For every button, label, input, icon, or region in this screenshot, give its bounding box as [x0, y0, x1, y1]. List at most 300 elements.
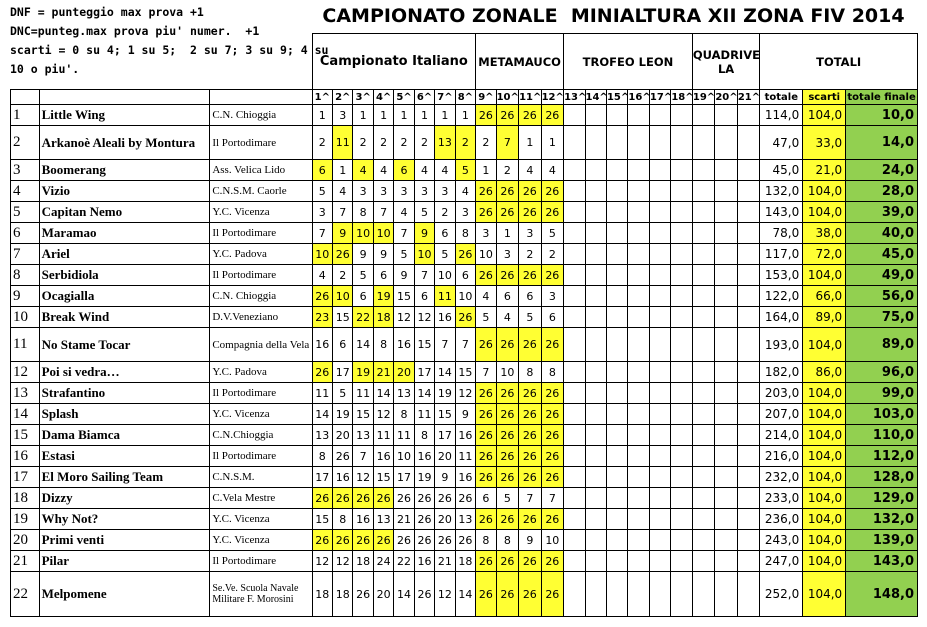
race-score: 7: [312, 223, 332, 244]
final-total-cell: 56,0: [846, 286, 918, 307]
table-row: [11, 265, 918, 286]
race-score-empty: [564, 223, 585, 244]
race-score-empty: [671, 551, 693, 572]
race-score: 8: [455, 223, 476, 244]
race-score: 4: [312, 265, 332, 286]
race-score: 5: [476, 307, 496, 328]
race-score: 21: [373, 362, 393, 383]
race-score-empty: [692, 265, 714, 286]
race-score: 26: [476, 467, 496, 488]
race-score-empty: [606, 328, 627, 362]
race-score: 26: [476, 446, 496, 467]
race-score-empty: [737, 425, 760, 446]
race-score: 6: [394, 160, 414, 181]
race-score: 3: [414, 181, 434, 202]
race-score: 7: [333, 202, 353, 223]
race-score-empty: [692, 425, 714, 446]
race-score: 26: [496, 105, 518, 126]
race-header: 16^: [628, 91, 651, 103]
race-score-empty: [564, 307, 585, 328]
race-score: 26: [541, 404, 564, 425]
race-score-empty: [628, 286, 649, 307]
race-score: 26: [541, 202, 564, 223]
race-score: 11: [455, 446, 476, 467]
race-header: 19^: [692, 91, 716, 103]
race-score: 26: [476, 383, 496, 404]
race-score: 8: [519, 362, 541, 383]
race-score: 17: [435, 425, 455, 446]
race-score: 14: [394, 572, 414, 617]
race-score: 2: [414, 126, 434, 160]
race-score: 8: [373, 328, 393, 362]
race-score: 4: [414, 160, 434, 181]
race-score: 26: [435, 530, 455, 551]
total-cell: 207,0: [760, 404, 803, 425]
race-score: 5: [353, 265, 373, 286]
race-score: 15: [414, 328, 434, 362]
race-score: 19: [333, 404, 353, 425]
race-score: 9: [353, 244, 373, 265]
race-score-empty: [628, 425, 649, 446]
race-score-empty: [692, 446, 714, 467]
group-campionato-italiano: Campionato Italiano: [312, 34, 476, 90]
race-score: 10: [435, 265, 455, 286]
race-score-empty: [671, 244, 693, 265]
race-score: 17: [333, 362, 353, 383]
race-score-empty: [692, 126, 714, 160]
race-score-empty: [715, 328, 737, 362]
total-cell: 243,0: [760, 530, 803, 551]
total-cell: 122,0: [760, 286, 803, 307]
race-score: 7: [519, 488, 541, 509]
boat-name: Estasi: [39, 446, 210, 467]
race-score-empty: [649, 223, 670, 244]
race-score-empty: [737, 446, 760, 467]
race-score: 10: [353, 223, 373, 244]
race-header: 4^: [373, 90, 393, 105]
total-cell: 114,0: [760, 105, 803, 126]
race-score: 26: [414, 509, 434, 530]
race-score-empty: [628, 126, 649, 160]
club-name: Y.C. Vicenza: [210, 530, 312, 551]
race-header: 1^: [312, 90, 332, 105]
table-row: [11, 202, 918, 223]
table-row: [11, 223, 918, 244]
race-score-empty: [585, 362, 606, 383]
group-trofeo-leon: TROFEO LEON: [564, 34, 693, 90]
race-score: 18: [333, 572, 353, 617]
race-score-empty: [649, 244, 670, 265]
race-header: 8^: [455, 90, 476, 105]
race-score-empty: [692, 383, 714, 404]
race-score-empty: [715, 488, 737, 509]
race-score: 13: [455, 509, 476, 530]
club-name: Il Portodimare: [210, 551, 312, 572]
total-cell: 214,0: [760, 425, 803, 446]
race-score: 11: [312, 383, 332, 404]
header-num: [11, 90, 40, 105]
race-score: 26: [496, 551, 518, 572]
race-score-empty: [692, 202, 714, 223]
race-score-empty: [715, 160, 737, 181]
rank-cell: 20: [11, 530, 40, 551]
boat-name: No Stame Tocar: [39, 328, 210, 362]
race-score-empty: [649, 509, 670, 530]
race-score-empty: [649, 286, 670, 307]
boat-name: Arkanoè Aleali by Montura: [39, 126, 210, 160]
race-score: 16: [373, 446, 393, 467]
race-score: 26: [541, 509, 564, 530]
total-cell: 247,0: [760, 551, 803, 572]
race-header: 3^: [353, 90, 373, 105]
club-name: Y.C. Padova: [210, 362, 312, 383]
race-score: 4: [394, 202, 414, 223]
race-score: 26: [353, 572, 373, 617]
race-score: 18: [373, 307, 393, 328]
final-total-cell: 24,0: [846, 160, 918, 181]
race-score-empty: [585, 244, 606, 265]
race-score: 12: [353, 467, 373, 488]
race-score: 6: [373, 265, 393, 286]
race-score: 7: [353, 446, 373, 467]
race-score-empty: [737, 160, 760, 181]
rank-cell: 9: [11, 286, 40, 307]
race-header: 6^: [414, 90, 434, 105]
final-total-cell: 99,0: [846, 383, 918, 404]
race-score: 24: [373, 551, 393, 572]
total-cell: 132,0: [760, 181, 803, 202]
race-score-empty: [692, 105, 714, 126]
race-score-empty: [606, 425, 627, 446]
race-score: 5: [541, 223, 564, 244]
rank-cell: 6: [11, 223, 40, 244]
club-name: Y.C. Vicenza: [210, 509, 312, 530]
race-score: 13: [353, 425, 373, 446]
race-score: 13: [394, 383, 414, 404]
race-score: 16: [394, 328, 414, 362]
rank-cell: 15: [11, 425, 40, 446]
race-score: 9: [519, 530, 541, 551]
race-score-empty: [564, 509, 585, 530]
race-score-empty: [585, 467, 606, 488]
race-score-empty: [737, 223, 760, 244]
discards-cell: 104,0: [803, 181, 846, 202]
race-score-empty: [671, 202, 693, 223]
race-score-empty: [564, 181, 585, 202]
boat-name: Capitan Nemo: [39, 202, 210, 223]
discards-cell: 38,0: [803, 223, 846, 244]
boat-name: Ariel: [39, 244, 210, 265]
final-total-cell: 10,0: [846, 105, 918, 126]
race-score: 26: [541, 425, 564, 446]
race-score-empty: [585, 126, 606, 160]
race-score: 7: [414, 265, 434, 286]
race-score-empty: [564, 244, 585, 265]
race-score-empty: [692, 181, 714, 202]
table-row: [11, 425, 918, 446]
race-score: 26: [476, 105, 496, 126]
club-name: Il Portodimare: [210, 265, 312, 286]
table-row: [11, 488, 918, 509]
discards-cell: 104,0: [803, 383, 846, 404]
race-score: 5: [519, 307, 541, 328]
race-score: 23: [312, 307, 332, 328]
race-score: 15: [333, 307, 353, 328]
race-score: 10: [312, 244, 332, 265]
race-score-empty: [692, 286, 714, 307]
race-score-empty: [628, 362, 649, 383]
race-score-empty: [692, 223, 714, 244]
race-score-empty: [692, 572, 714, 617]
discards-cell: 104,0: [803, 488, 846, 509]
race-score: 26: [519, 105, 541, 126]
total-cell: 203,0: [760, 383, 803, 404]
race-score: 7: [496, 126, 518, 160]
race-score: 16: [353, 509, 373, 530]
club-name: Il Portodimare: [210, 383, 312, 404]
boat-name: Pilar: [39, 551, 210, 572]
race-score: 8: [541, 362, 564, 383]
race-score-empty: [671, 362, 693, 383]
race-score-empty: [606, 244, 627, 265]
club-name: D.V.Veneziano: [210, 307, 312, 328]
race-score: 2: [476, 126, 496, 160]
race-score-empty: [606, 181, 627, 202]
race-score: 16: [455, 425, 476, 446]
race-score: 9: [333, 223, 353, 244]
race-score: 11: [414, 404, 434, 425]
race-score: 26: [496, 509, 518, 530]
race-score: 26: [519, 572, 541, 617]
table-row: [11, 362, 918, 383]
group-quadrivela: QUADRIVE LA: [692, 34, 759, 90]
table-row: [11, 181, 918, 202]
race-score-empty: [671, 404, 693, 425]
race-score: 18: [455, 551, 476, 572]
race-score-empty: [585, 404, 606, 425]
race-score-empty: [649, 265, 670, 286]
race-score: 10: [496, 362, 518, 383]
race-score: 12: [373, 404, 393, 425]
discards-cell: 89,0: [803, 307, 846, 328]
race-score: 7: [394, 223, 414, 244]
race-score-empty: [737, 307, 760, 328]
club-name: C.N. Chioggia: [210, 105, 312, 126]
total-cell: 252,0: [760, 572, 803, 617]
final-total-cell: 132,0: [846, 509, 918, 530]
race-score: 22: [394, 551, 414, 572]
race-score-empty: [606, 551, 627, 572]
race-score: 14: [414, 383, 434, 404]
race-score-empty: [671, 105, 693, 126]
boat-name: Ocagialla: [39, 286, 210, 307]
race-score: 13: [373, 509, 393, 530]
race-score-empty: [715, 362, 737, 383]
boat-name: Little Wing: [39, 105, 210, 126]
legend-line: DNC=punteg.max prova piu' numer. +1: [10, 24, 260, 38]
race-score: 26: [519, 446, 541, 467]
rank-cell: 5: [11, 202, 40, 223]
race-score: 3: [541, 286, 564, 307]
totals-header: totale: [760, 90, 803, 105]
table-row: [11, 286, 918, 307]
race-score-empty: [606, 404, 627, 425]
race-score: 6: [312, 160, 332, 181]
race-score: 26: [519, 404, 541, 425]
race-score: 9: [373, 244, 393, 265]
race-score-empty: [715, 307, 737, 328]
race-score-empty: [606, 202, 627, 223]
race-score: 26: [373, 488, 393, 509]
race-score-empty: [606, 446, 627, 467]
race-score-empty: [628, 265, 649, 286]
race-score-empty: [606, 530, 627, 551]
race-score: 26: [496, 202, 518, 223]
race-score: 4: [496, 307, 518, 328]
boat-name: Why Not?: [39, 509, 210, 530]
race-score-empty: [737, 509, 760, 530]
race-score-empty: [585, 551, 606, 572]
race-score: 11: [394, 425, 414, 446]
race-score: 11: [353, 383, 373, 404]
race-score: 4: [435, 160, 455, 181]
race-score-empty: [692, 362, 714, 383]
race-score: 26: [541, 446, 564, 467]
race-score: 19: [373, 286, 393, 307]
totals-header: totale finale: [847, 91, 916, 103]
race-score: 26: [353, 530, 373, 551]
race-header: 21^: [737, 91, 761, 103]
boat-name: El Moro Sailing Team: [39, 467, 210, 488]
race-score-empty: [628, 202, 649, 223]
race-score: 12: [435, 572, 455, 617]
table-row: [11, 404, 918, 425]
race-score: 17: [414, 362, 434, 383]
race-score: 14: [435, 362, 455, 383]
race-score-empty: [585, 105, 606, 126]
rank-cell: 3: [11, 160, 40, 181]
legend-line: scarti = 0 su 4; 1 su 5; 2 su 7; 3 su 9; 4 su: [10, 43, 329, 57]
race-score: 7: [435, 328, 455, 362]
race-score: 26: [496, 404, 518, 425]
race-score: 3: [353, 181, 373, 202]
race-score-empty: [585, 328, 606, 362]
race-score-empty: [585, 307, 606, 328]
race-score: 5: [455, 160, 476, 181]
race-score-empty: [671, 488, 693, 509]
race-score: 26: [455, 530, 476, 551]
race-score: 26: [541, 551, 564, 572]
club-name: Il Portodimare: [210, 223, 312, 244]
race-score-empty: [737, 181, 760, 202]
race-score: 4: [541, 160, 564, 181]
club-name: Se.Ve. Scuola Navale Militare F. Morosini: [210, 572, 312, 617]
race-score: 26: [519, 328, 541, 362]
race-score-empty: [715, 181, 737, 202]
race-score-empty: [715, 286, 737, 307]
race-score: 4: [519, 160, 541, 181]
club-name: Compagnia della Vela: [210, 328, 312, 362]
boat-name: Splash: [39, 404, 210, 425]
race-score: 8: [312, 446, 332, 467]
race-score: 6: [541, 307, 564, 328]
final-total-cell: 96,0: [846, 362, 918, 383]
race-score: 26: [541, 265, 564, 286]
race-score-empty: [628, 404, 649, 425]
race-header: 11^: [519, 91, 542, 103]
discards-cell: 104,0: [803, 328, 846, 362]
race-score: 26: [476, 509, 496, 530]
total-cell: 153,0: [760, 265, 803, 286]
total-cell: 78,0: [760, 223, 803, 244]
club-name: Ass. Velica Lido: [210, 160, 312, 181]
race-score: 26: [541, 467, 564, 488]
race-score-empty: [585, 160, 606, 181]
race-score: 8: [414, 425, 434, 446]
race-score-empty: [649, 160, 670, 181]
race-score: 20: [373, 572, 393, 617]
race-score: 26: [519, 425, 541, 446]
final-total-cell: 110,0: [846, 425, 918, 446]
discards-cell: 33,0: [803, 126, 846, 160]
race-score-empty: [606, 265, 627, 286]
race-score: 26: [333, 488, 353, 509]
race-score-empty: [628, 572, 649, 617]
rank-cell: 18: [11, 488, 40, 509]
race-score: 8: [353, 202, 373, 223]
final-total-cell: 128,0: [846, 467, 918, 488]
race-score: 1: [496, 223, 518, 244]
race-score: 26: [496, 467, 518, 488]
race-score-empty: [715, 265, 737, 286]
race-score: 1: [353, 105, 373, 126]
final-total-cell: 103,0: [846, 404, 918, 425]
race-score: 8: [496, 530, 518, 551]
race-score: 6: [435, 223, 455, 244]
race-score: 22: [353, 307, 373, 328]
race-score: 11: [373, 425, 393, 446]
race-score: 20: [394, 362, 414, 383]
race-score-empty: [737, 286, 760, 307]
club-name: Il Portodimare: [210, 126, 312, 160]
race-score-empty: [737, 488, 760, 509]
race-score: 17: [394, 467, 414, 488]
final-total-cell: 89,0: [846, 328, 918, 362]
race-score: 2: [519, 244, 541, 265]
race-header: 10^: [496, 91, 519, 103]
race-header: 9^: [476, 90, 496, 105]
rank-cell: 12: [11, 362, 40, 383]
race-score: 3: [476, 223, 496, 244]
race-score: 26: [496, 181, 518, 202]
race-score-empty: [715, 572, 737, 617]
header-club: [210, 90, 312, 105]
rank-cell: 21: [11, 551, 40, 572]
discards-cell: 66,0: [803, 286, 846, 307]
race-score: 20: [435, 446, 455, 467]
race-score: 26: [496, 328, 518, 362]
race-score-empty: [649, 572, 670, 617]
race-score: 15: [394, 286, 414, 307]
race-score-empty: [606, 223, 627, 244]
table-row: [11, 328, 918, 362]
final-total-cell: 49,0: [846, 265, 918, 286]
race-score-empty: [606, 105, 627, 126]
race-score: 20: [435, 509, 455, 530]
race-score: 6: [333, 328, 353, 362]
group-metamauco: METAMAUCO: [476, 34, 564, 90]
race-score: 26: [312, 488, 332, 509]
